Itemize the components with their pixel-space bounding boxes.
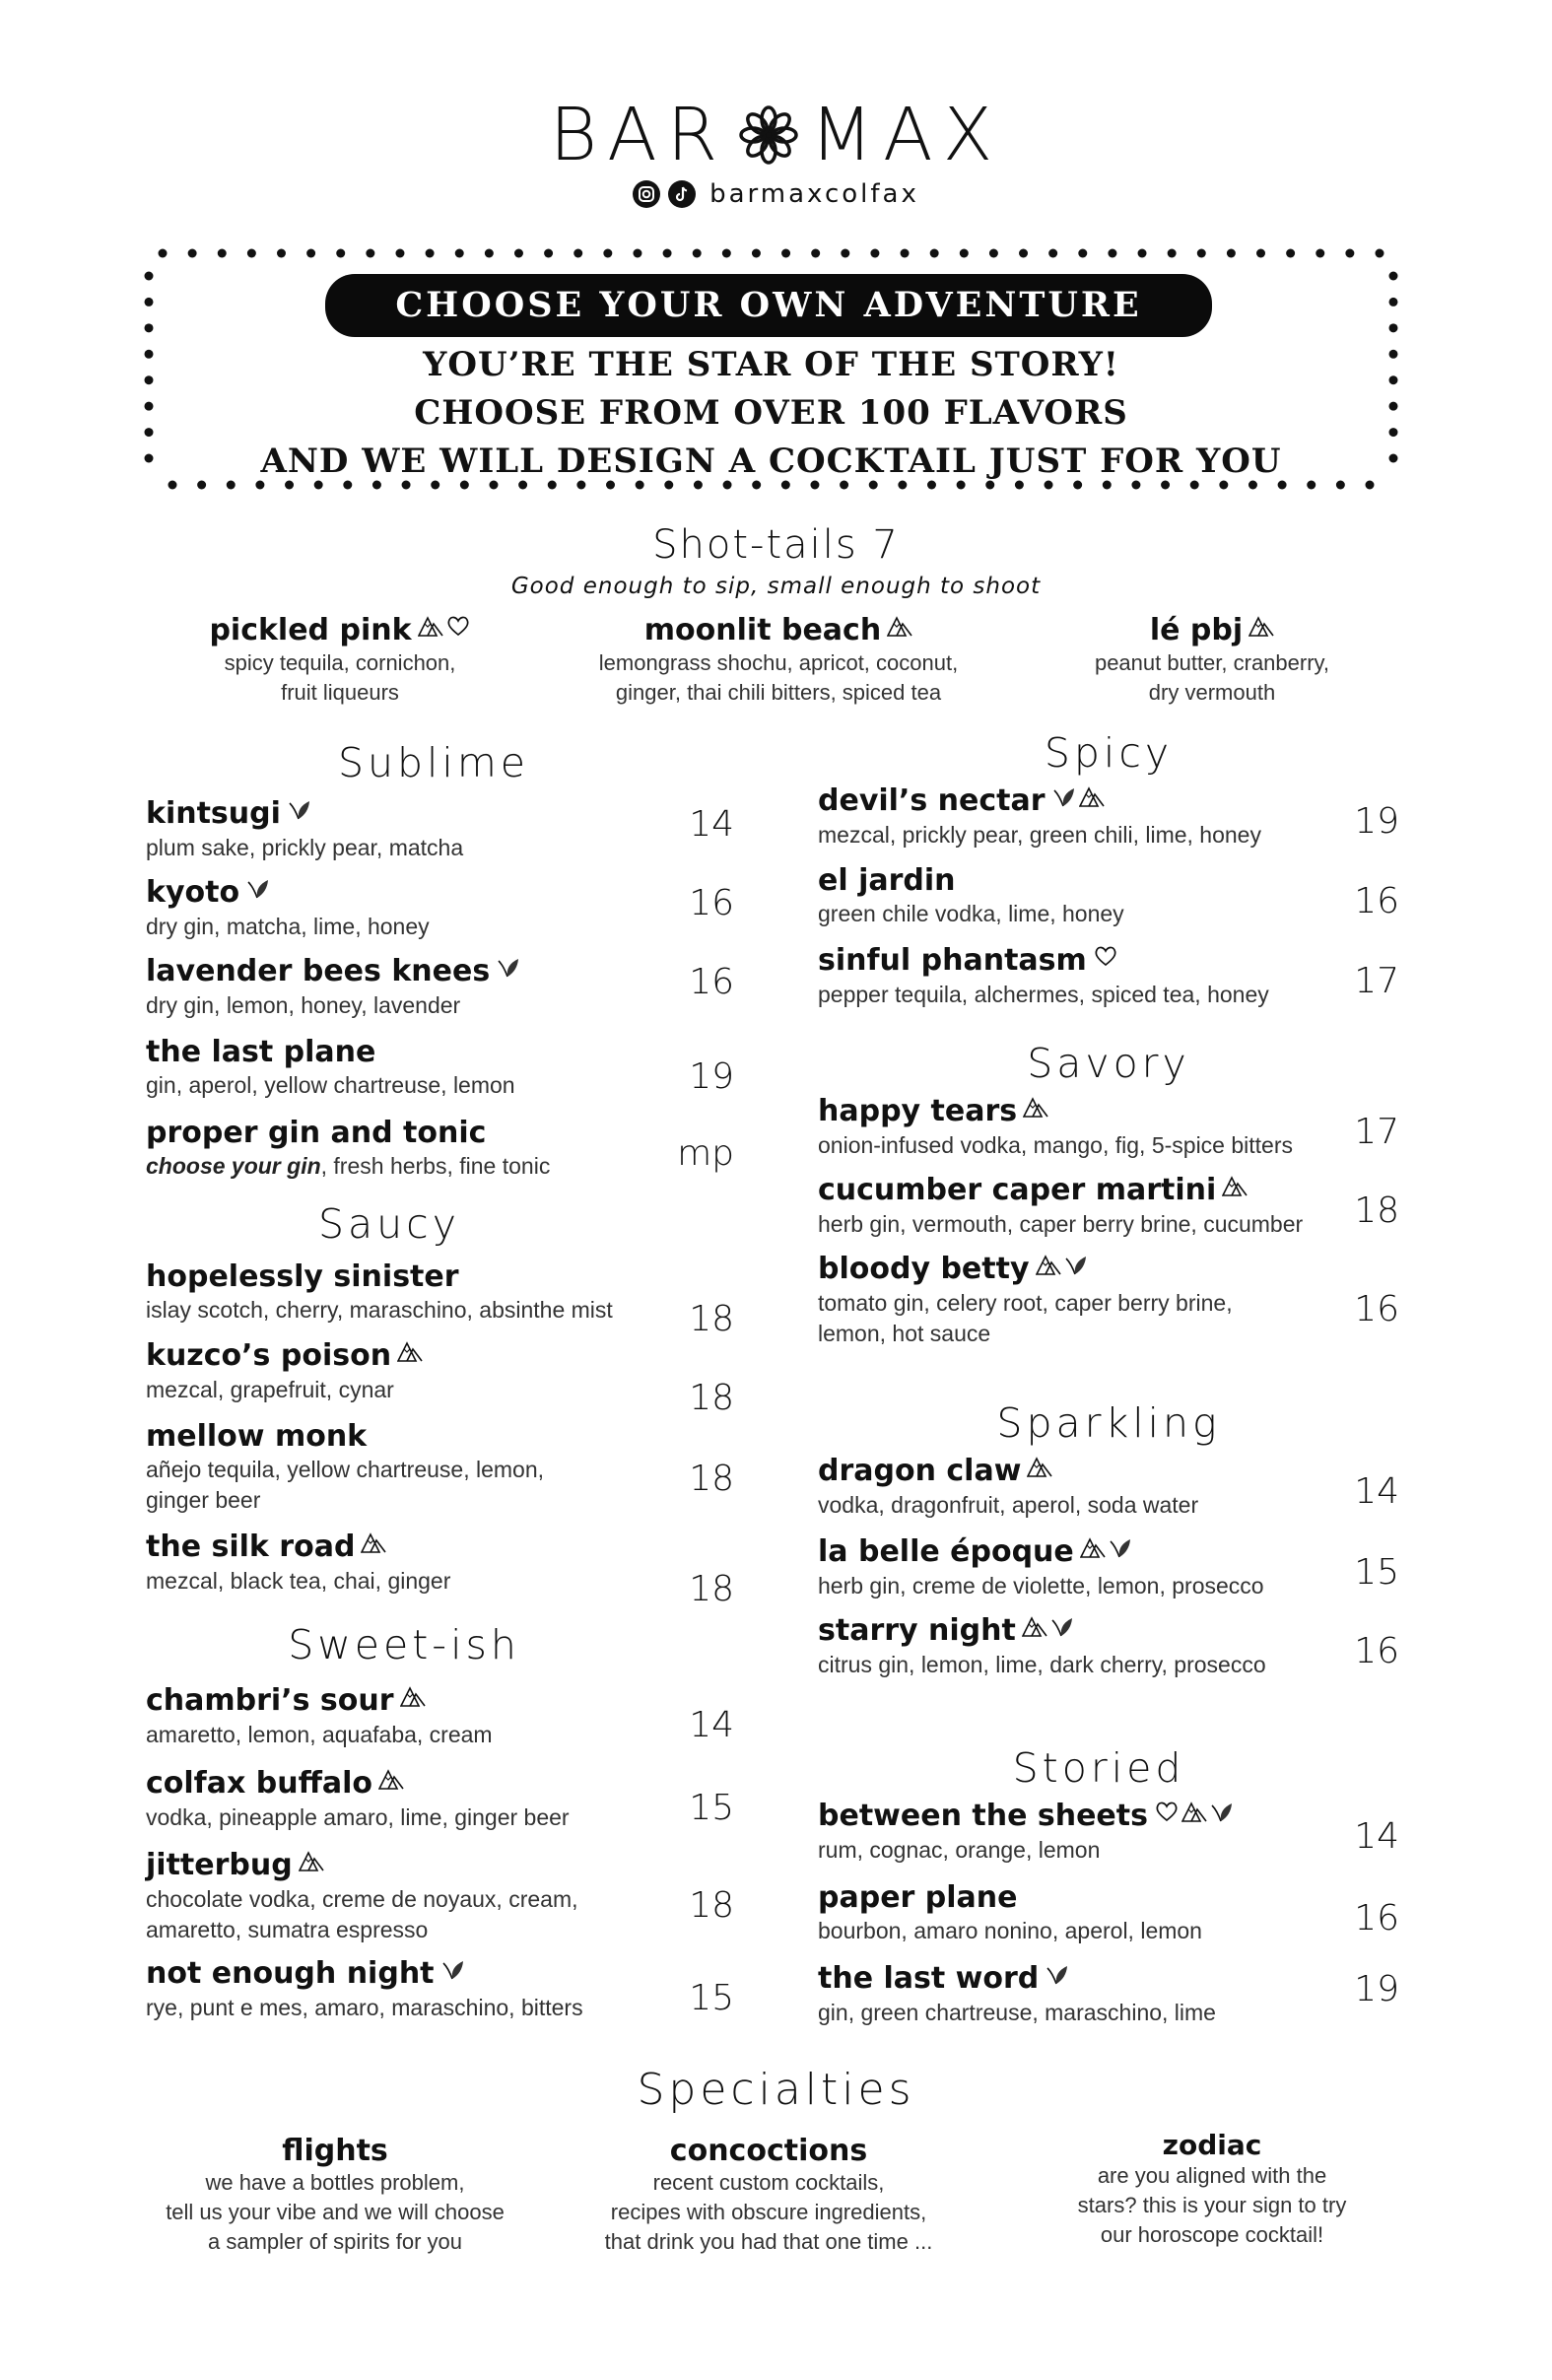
border-dot [810, 481, 819, 490]
mountain-icon [1248, 611, 1274, 646]
item-price: 19 [1354, 1969, 1399, 2009]
border-dot [1248, 481, 1257, 490]
item-name: jitterbug [146, 1848, 293, 1882]
adventure-line: CHOOSE FROM OVER 100 FLAVORS [414, 393, 1128, 433]
item-name: el jardin [818, 863, 956, 898]
item-name: moonlit beach [643, 613, 882, 647]
mountain-icon [1022, 1611, 1047, 1647]
mountain-icon [378, 1764, 404, 1800]
border-dot [693, 249, 702, 258]
mountain-icon [397, 1336, 423, 1372]
border-dot [548, 481, 557, 490]
border-dot [489, 481, 498, 490]
border-dot [985, 481, 994, 490]
border-dot [518, 481, 527, 490]
border-dot [927, 481, 936, 490]
item-name: kintsugi [146, 796, 281, 831]
mountain-icon [1181, 1797, 1207, 1832]
mountain-icon [1079, 782, 1105, 817]
border-dot [870, 249, 879, 258]
item-price: 16 [1354, 1289, 1399, 1329]
border-dot [426, 249, 435, 258]
item-desc: fruit liqueurs [281, 680, 399, 705]
leaf-icon [496, 952, 521, 987]
border-dot [514, 249, 523, 258]
specialty-item [118, 2134, 552, 2257]
border-dot [1019, 249, 1028, 258]
item-desc: plum sake, prickly pear, matcha [146, 834, 464, 860]
border-dot [636, 481, 644, 490]
adventure-line: YOU’RE THE STAR OF THE STORY! [423, 345, 1119, 384]
heart-icon [1154, 1797, 1180, 1832]
item-desc: vodka, pineapple amaro, lime, ginger beer [146, 1803, 570, 1830]
shottail-item [1045, 613, 1380, 708]
border-dot [694, 481, 703, 490]
item-name: hopelessly sinister [146, 1259, 459, 1294]
heart-icon [445, 611, 471, 646]
item-price: 18 [689, 1885, 734, 1926]
border-dot [314, 481, 323, 490]
specialty-desc: are you aligned with the [1097, 2163, 1327, 2188]
border-dot [960, 249, 969, 258]
leaf-icon [1108, 1532, 1133, 1568]
border-dot [901, 249, 910, 258]
brand-name-left: BAR [549, 93, 728, 177]
border-dot [1197, 249, 1206, 258]
item-name: kuzco’s poison [146, 1338, 392, 1373]
border-dot [277, 249, 286, 258]
section-title-spicy: Spicy [1044, 729, 1174, 777]
border-dot [431, 481, 439, 490]
border-dot [169, 481, 177, 490]
item-desc: tomato gin, celery root, caper berry brine, [818, 1289, 1233, 1316]
border-dot [1190, 481, 1199, 490]
mountain-icon [299, 1846, 324, 1881]
item-desc: green chile vodka, lime, honey [818, 901, 1124, 926]
border-dot [1286, 249, 1295, 258]
brand-header [0, 93, 1552, 209]
item-name: cucumber caper martini [818, 1173, 1217, 1207]
border-dot [197, 481, 206, 490]
border-dot [1256, 249, 1265, 258]
social-handle[interactable]: barmaxcolfax [709, 179, 919, 209]
section-title-saucy: Saucy [318, 1200, 460, 1248]
border-dot [1389, 298, 1398, 306]
border-dot [1168, 249, 1177, 258]
flower-icon [737, 103, 800, 167]
mountain-icon [1080, 1532, 1106, 1568]
item-name: dragon claw [818, 1454, 1022, 1488]
section-title-savory: Savory [1027, 1040, 1190, 1087]
specialty-desc: recent custom cocktails, [652, 2170, 885, 2195]
item-desc: ginger, thai chili bitters, spiced tea [615, 680, 942, 705]
item-price: 16 [689, 883, 734, 923]
border-dot [898, 481, 907, 490]
specialty-name: concoctions [669, 2134, 868, 2168]
brand-name-right: MAX [810, 93, 1003, 177]
border-dot [343, 481, 352, 490]
specialty-desc: stars? this is your sign to try [1077, 2193, 1347, 2217]
border-dot [145, 298, 154, 306]
border-dot [255, 481, 264, 490]
tiktok-icon[interactable] [668, 180, 696, 208]
mountain-icon [1036, 1250, 1061, 1285]
specialty-desc: a sampler of spirits for you [208, 2229, 462, 2254]
border-dot [1108, 249, 1116, 258]
border-dot [664, 481, 673, 490]
border-dot [188, 249, 197, 258]
item-name: lavender bees knees [146, 954, 491, 988]
item-name: mellow monk [146, 1419, 368, 1454]
mountain-icon [1027, 1452, 1052, 1487]
mountain-icon [1023, 1092, 1048, 1127]
item-desc: lemongrass shochu, apricot, coconut, [598, 650, 959, 675]
item-desc: bourbon, amaro nonino, aperol, lemon [818, 1918, 1202, 1943]
item-name: the silk road [146, 1530, 356, 1564]
border-dot [1131, 481, 1140, 490]
specialty-desc: we have a bottles problem, [205, 2170, 465, 2195]
item-price: 15 [1354, 1552, 1399, 1593]
item-price: 14 [689, 1705, 734, 1745]
border-dot [633, 249, 641, 258]
item-desc: dry vermouth [1148, 680, 1276, 705]
border-dot [1389, 272, 1398, 281]
mountain-icon [361, 1528, 386, 1563]
item-desc: mezcal, black tea, chai, ginger [146, 1567, 451, 1594]
heart-icon [1093, 941, 1118, 977]
border-dot [227, 481, 236, 490]
specialty-desc: that drink you had that one time ... [604, 2229, 933, 2254]
item-price: 18 [689, 1459, 734, 1499]
item-name: the last plane [146, 1035, 376, 1069]
border-dot [1227, 249, 1236, 258]
item-desc: peanut butter, cranberry, [1094, 650, 1330, 675]
item-price: 16 [689, 962, 734, 1002]
item-desc: pepper tequila, alchermes, spiced tea, honey [818, 981, 1269, 1007]
item-name: devil’s nectar [818, 783, 1046, 818]
border-dot [811, 249, 820, 258]
shottail-item [163, 613, 517, 708]
item-price: 15 [689, 1978, 734, 2018]
item-desc: herb gin, vermouth, caper berry brine, cucumber [818, 1210, 1304, 1237]
border-dot [306, 249, 315, 258]
border-dot [1316, 249, 1324, 258]
border-dot [1345, 249, 1354, 258]
border-dot [841, 249, 849, 258]
mountain-icon [1222, 1171, 1248, 1206]
section-title-sublime: Sublime [338, 739, 529, 786]
section-title-sweetish: Sweet-ish [288, 1621, 520, 1668]
border-dot [1376, 249, 1384, 258]
adventure-banner: CHOOSE YOUR OWN ADVENTURE [325, 274, 1212, 337]
border-dot [752, 481, 761, 490]
item-name: kyoto [146, 875, 240, 910]
item-price: 19 [689, 1056, 734, 1097]
item-desc: gin, green chartreuse, maraschino, lime [818, 1999, 1216, 2025]
item-desc: choose your gin, fresh herbs, fine tonic [146, 1153, 551, 1179]
border-dot [603, 249, 612, 258]
border-dot [1366, 481, 1375, 490]
item-price: 14 [1354, 1471, 1399, 1512]
border-dot [372, 481, 381, 490]
border-dot [574, 249, 582, 258]
item-price: 19 [1354, 801, 1399, 842]
item-desc: añejo tequila, yellow chartreuse, lemon, [146, 1457, 545, 1482]
border-dot [781, 481, 790, 490]
section-title-sparkling: Sparkling [996, 1399, 1221, 1447]
leaf-icon [1063, 1250, 1089, 1285]
border-dot [869, 481, 878, 490]
specialty-item [552, 2134, 985, 2257]
item-desc: lemon, hot sauce [818, 1320, 991, 1346]
border-dot [145, 323, 154, 332]
item-desc: citrus gin, lemon, lime, dark cherry, prosecco [818, 1651, 1266, 1677]
leaf-icon [1049, 1611, 1075, 1647]
border-dot [1078, 249, 1087, 258]
leaf-icon [1209, 1797, 1235, 1832]
item-price: 18 [689, 1378, 734, 1418]
border-dot [460, 481, 469, 490]
item-name: lé pbj [1149, 613, 1244, 647]
item-price: 16 [1354, 881, 1399, 921]
item-price: 14 [689, 804, 734, 845]
border-dot [1015, 481, 1024, 490]
specialties-title: Specialties [637, 2065, 915, 2115]
border-dot [285, 481, 294, 490]
item-desc: chocolate vodka, creme de noyaux, cream, [146, 1885, 578, 1912]
item-name: pickled pink [209, 613, 412, 647]
shottails-title: Shot-tails 7 [652, 522, 900, 568]
item-name: happy tears [818, 1094, 1018, 1128]
item-desc: onion-infused vodka, mango, fig, 5-spice bitters [818, 1131, 1293, 1158]
border-dot [159, 249, 168, 258]
border-dot [1336, 481, 1345, 490]
border-dot [840, 481, 848, 490]
border-dot [1307, 481, 1316, 490]
item-desc: gin, aperol, yellow chartreuse, lemon [146, 1072, 515, 1098]
item-price: 17 [1354, 961, 1399, 1001]
mountain-icon [400, 1681, 426, 1717]
border-dot [1103, 481, 1112, 490]
border-dot [402, 481, 411, 490]
item-price: 16 [1354, 1898, 1399, 1938]
border-dot [366, 249, 374, 258]
leaf-icon [1045, 1959, 1070, 1995]
item-desc: mezcal, grapefruit, cynar [146, 1376, 394, 1402]
item-desc: vodka, dragonfruit, aperol, soda water [818, 1491, 1199, 1518]
border-dot [1219, 481, 1228, 490]
item-name: paper plane [818, 1880, 1018, 1915]
item-name: the last word [818, 1961, 1040, 1996]
shottails-subtitle: Good enough to sip, small enough to shoot [510, 574, 1042, 599]
border-dot [455, 249, 464, 258]
item-desc: rum, cognac, orange, lemon [818, 1836, 1101, 1863]
item-name: la belle époque [818, 1534, 1074, 1569]
item-price: 15 [689, 1788, 734, 1828]
specialty-desc: our horoscope cocktail! [1100, 2222, 1324, 2247]
border-dot [606, 481, 615, 490]
border-dot [395, 249, 404, 258]
item-price: 14 [1354, 1816, 1399, 1857]
item-desc: rye, punt e mes, amaro, maraschino, bitters [146, 1994, 583, 2020]
item-name: proper gin and tonic [146, 1116, 487, 1150]
item-desc: amaretto, sumatra espresso [146, 1916, 429, 1942]
border-dot [930, 249, 939, 258]
item-desc: islay scotch, cherry, maraschino, absinthe mist [146, 1297, 613, 1323]
section-title-storied: Storied [1012, 1744, 1185, 1792]
choose-adventure-box [143, 241, 1399, 493]
border-dot [544, 249, 553, 258]
shottail-item [552, 613, 1005, 708]
mountain-icon [887, 611, 912, 646]
border-dot [1161, 481, 1170, 490]
border-dot [1278, 481, 1287, 490]
border-dot [1138, 249, 1147, 258]
item-desc: dry gin, lemon, honey, lavender [146, 991, 461, 1018]
border-dot [1048, 249, 1057, 258]
specialty-name: zodiac [1162, 2129, 1262, 2161]
item-price: 18 [1354, 1190, 1399, 1231]
item-name: starry night [818, 1613, 1016, 1648]
adventure-line: AND WE WILL DESIGN A COCKTAIL JUST FOR YOU [260, 442, 1282, 481]
item-desc: spicy tequila, cornichon, [224, 650, 456, 675]
border-dot [663, 249, 672, 258]
item-price: 18 [689, 1569, 734, 1609]
leaf-icon [245, 873, 271, 909]
item-name: not enough night [146, 1956, 435, 1991]
leaf-icon [440, 1954, 466, 1990]
leaf-icon [1051, 782, 1077, 817]
border-dot [957, 481, 966, 490]
item-name: sinful phantasm [818, 943, 1087, 978]
specialty-desc: tell us your vibe and we will choose [166, 2200, 505, 2224]
border-dot [218, 249, 227, 258]
item-desc: mezcal, prickly pear, green chili, lime, honey [818, 821, 1261, 848]
leaf-icon [287, 794, 312, 830]
item-price: 18 [689, 1299, 734, 1339]
item-name: colfax buffalo [146, 1766, 373, 1801]
item-desc: herb gin, creme de violette, lemon, prosecco [818, 1572, 1264, 1598]
item-name: between the sheets [818, 1799, 1148, 1833]
item-name: chambri’s sour [146, 1683, 394, 1718]
item-name: bloody betty [818, 1252, 1030, 1286]
instagram-icon[interactable] [633, 180, 660, 208]
border-dot [336, 249, 345, 258]
border-dot [752, 249, 761, 258]
border-dot [145, 272, 154, 281]
specialty-item [995, 2129, 1429, 2250]
border-dot [1389, 323, 1398, 332]
specialty-name: flights [282, 2134, 388, 2168]
border-dot [247, 249, 256, 258]
item-desc: amaretto, lemon, aquafaba, cream [146, 1721, 493, 1747]
item-desc: ginger beer [146, 1487, 261, 1513]
item-desc: dry gin, matcha, lime, honey [146, 913, 430, 939]
mountain-icon [418, 611, 443, 646]
border-dot [722, 249, 731, 258]
border-dot [1045, 481, 1053, 490]
border-dot [781, 249, 790, 258]
border-dot [1073, 481, 1082, 490]
item-price: mp [677, 1133, 734, 1174]
item-price: 17 [1354, 1112, 1399, 1152]
border-dot [989, 249, 998, 258]
item-price: 16 [1354, 1631, 1399, 1671]
border-dot [485, 249, 494, 258]
specialty-desc: recipes with obscure ingredients, [610, 2200, 927, 2224]
border-dot [576, 481, 585, 490]
border-dot [723, 481, 732, 490]
